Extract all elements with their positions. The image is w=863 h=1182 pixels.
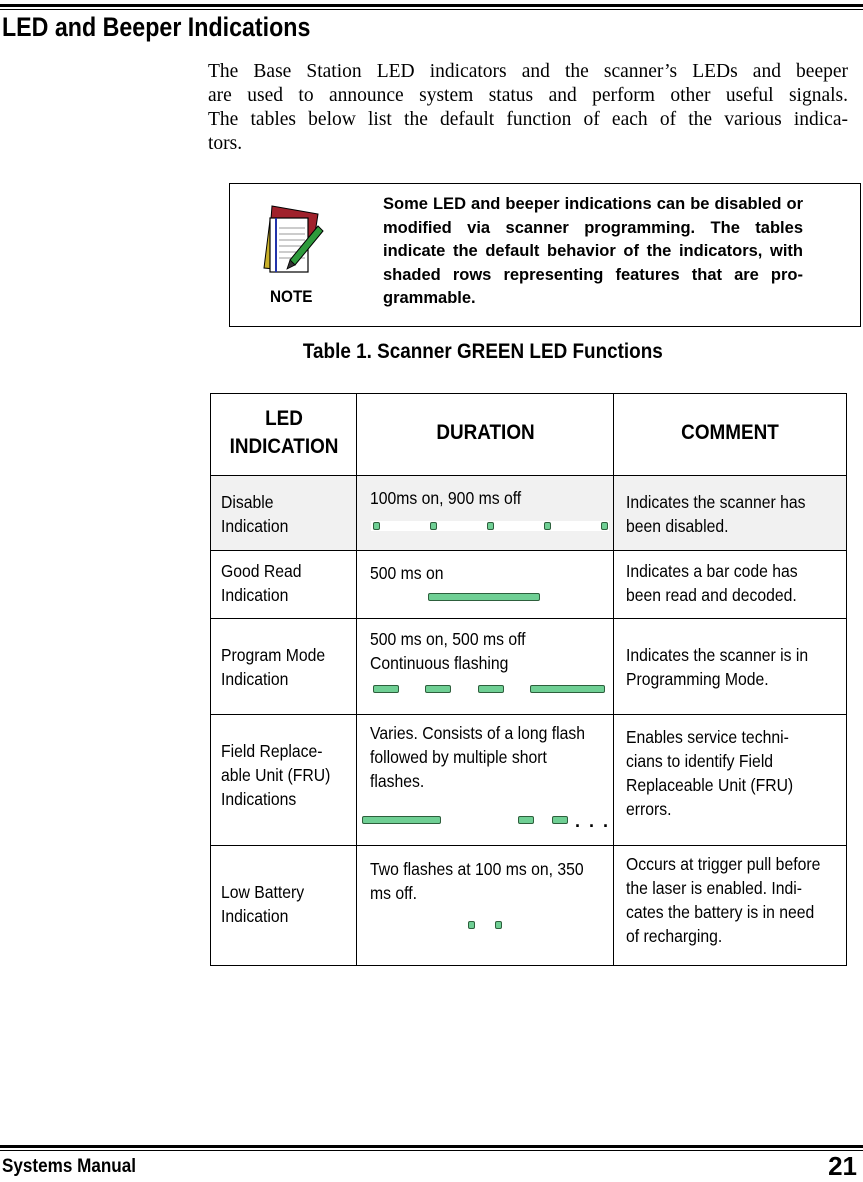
comment-line: Indicates a bar code has [626, 561, 798, 581]
indication-line: Field Replace- [221, 741, 323, 761]
comment-line: errors. [626, 799, 672, 819]
duration-line: 500 ms on [370, 563, 444, 583]
indication-line: Indication [221, 906, 289, 926]
indication-line: Disable [221, 492, 274, 512]
intro-line: The tables below list the default function of each of the various indica- [208, 109, 848, 130]
led-flash [428, 593, 540, 601]
duration-line: Continuous flashing [370, 653, 509, 673]
comment-cell [626, 852, 842, 948]
table-title: Table 1. Scanner GREEN LED Functions [302, 340, 663, 363]
header-duration-label: DURATION [436, 421, 535, 444]
header-indication-line: LED [265, 407, 303, 430]
comment-line: been disabled. [626, 516, 729, 536]
led-flash [495, 921, 502, 929]
led-flash [362, 816, 441, 824]
led-flash [373, 685, 399, 693]
header-comment-label: COMMENT [681, 421, 779, 444]
footer-rule-thin [0, 1150, 863, 1151]
led-flash [544, 522, 551, 530]
led-flash [601, 522, 608, 530]
comment-line: Programming Mode. [626, 669, 769, 689]
table-row [211, 715, 846, 846]
comment-line: cians to identify Field [626, 751, 774, 771]
comment-line: Occurs at trigger pull before [626, 854, 821, 874]
indication-line: Program Mode [221, 645, 326, 665]
indication-cell [221, 559, 311, 607]
continuation-dots: . . . [575, 811, 611, 831]
comment-line: of recharging. [626, 926, 723, 946]
column-divider [356, 394, 357, 965]
intro-line: tors. [208, 133, 243, 154]
comment-cell [626, 725, 812, 821]
comment-line: Enables service techni- [626, 727, 789, 747]
note-box [229, 183, 861, 327]
table-header-row [211, 394, 846, 476]
comment-cell [626, 643, 828, 691]
led-flash [552, 816, 568, 824]
indication-line: Low Battery [221, 882, 305, 902]
indication-line: Indication [221, 585, 289, 605]
led-flash [373, 522, 380, 530]
section-title: LED and Beeper Indications [2, 12, 311, 42]
table-row [211, 619, 846, 715]
duration-cell [370, 721, 609, 793]
intro-paragraph [208, 60, 848, 156]
top-rule [0, 4, 863, 7]
indication-line: Good Read [221, 561, 302, 581]
led-flash [468, 921, 475, 929]
table-row [211, 551, 846, 619]
comment-cell [626, 490, 825, 538]
led-flash [430, 522, 437, 530]
comment-line: been read and decoded. [626, 585, 797, 605]
indication-line: able Unit (FRU) [221, 765, 331, 785]
header-indication-line: INDICATION [229, 435, 339, 458]
notepad-icon [260, 200, 330, 280]
duration-cell [370, 486, 538, 510]
indication-line: Indication [221, 669, 289, 689]
duration-cell [370, 561, 452, 585]
header-indication [211, 394, 357, 461]
led-flash [478, 685, 504, 693]
indication-cell [221, 880, 313, 928]
duration-line: Two flashes at 100 ms on, 350 [370, 859, 584, 879]
note-label: NOTE [270, 287, 313, 306]
comment-line: cates the battery is in need [626, 902, 815, 922]
top-rule-thin [0, 9, 863, 10]
column-divider [613, 394, 614, 965]
header-comment [614, 394, 846, 447]
footer-rule [0, 1145, 863, 1148]
table-row [211, 846, 846, 965]
note-text: Some LED and beeper indications can be disabled or modified via scanner programming. The tables indicate the default behavior of the indicators, with shaded rows representing features that are pro- grammable. [383, 195, 803, 307]
duration-line: Varies. Consists of a long flash [370, 723, 586, 743]
duration-line: flashes. [370, 771, 425, 791]
duration-line: followed by multiple short [370, 747, 547, 767]
duration-cell [370, 627, 543, 675]
indication-line: Indication [221, 516, 289, 536]
led-flash [530, 685, 605, 693]
table-row [211, 476, 846, 551]
duration-line: ms off. [370, 883, 417, 903]
header-duration [357, 394, 614, 447]
indication-cell [221, 643, 337, 691]
led-flash [487, 522, 494, 530]
comment-line: Indicates the scanner is in [626, 645, 809, 665]
comment-line: Replaceable Unit (FRU) [626, 775, 794, 795]
footer-manual-title: Systems Manual [2, 1156, 137, 1177]
intro-line: are used to announce system status and perform other useful signals. [208, 85, 848, 106]
indication-line: Indications [221, 789, 297, 809]
comment-line: Indicates the scanner has [626, 492, 806, 512]
page-number: 21 [828, 1151, 857, 1181]
duration-cell [370, 857, 607, 905]
indication-cell [221, 490, 296, 538]
comment-line: the laser is enabled. Indi- [626, 878, 802, 898]
duration-line: 100ms on, 900 ms off [370, 488, 522, 508]
intro-line: The Base Station LED indicators and the scanner’s LEDs and beeper [208, 61, 848, 82]
indication-cell [221, 739, 343, 811]
led-flash [425, 685, 451, 693]
duration-line: 500 ms on, 500 ms off [370, 629, 526, 649]
comment-cell [626, 559, 817, 607]
led-flash [518, 816, 534, 824]
led-functions-table [210, 393, 847, 966]
